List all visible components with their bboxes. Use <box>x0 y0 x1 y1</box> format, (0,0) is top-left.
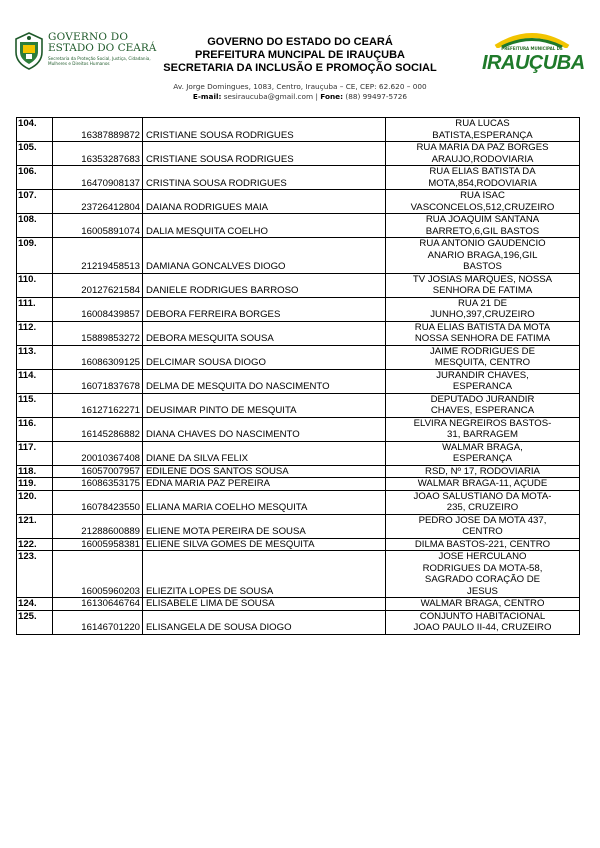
table-row <box>17 598 580 611</box>
table-row <box>17 273 580 297</box>
table-row <box>17 538 580 551</box>
table-row <box>17 610 580 634</box>
nis-cell: 15889853272 <box>53 321 143 345</box>
address-line: RUA ELIAS BATISTA DA <box>429 166 536 177</box>
address-line: RUA LUCAS <box>455 118 510 129</box>
address-cell <box>386 214 580 238</box>
name-cell: EDNA MARIA PAZ PEREIRA <box>143 478 386 491</box>
email-value: sesiraucuba@gmail.com <box>223 92 314 101</box>
name-cell: DAMIANA GONCALVES DIOGO <box>143 238 386 274</box>
address-line: RSD, Nº 17, RODOVIARIA <box>425 465 540 477</box>
nis-cell: 21288600889 <box>53 514 143 538</box>
row-number: 123. <box>17 551 53 598</box>
contact-separator: | <box>315 92 318 101</box>
address-cell <box>386 273 580 297</box>
nis-cell: 16078423550 <box>53 490 143 514</box>
beneficiary-table <box>16 117 580 635</box>
header-titles <box>140 36 460 75</box>
table-row <box>17 514 580 538</box>
address-line: RUA ANTONIO GAUDENCIO <box>419 238 546 249</box>
address-cell <box>386 142 580 166</box>
name-cell: DELMA DE MESQUITA DO NASCIMENTO <box>143 369 386 393</box>
name-cell: DEBORA FERREIRA BORGES <box>143 297 386 321</box>
nis-cell: 16071837678 <box>53 369 143 393</box>
address-line: JURANDIR CHAVES, <box>436 369 529 381</box>
address-line: RODRIGUES DA MOTA-58, <box>422 562 543 574</box>
address-cell <box>386 514 580 538</box>
gov-secretaria: Secretaria da Proteção Social, Justiça, Cidadania, Mulheres e Direitos Humanos <box>48 56 151 66</box>
address-cell <box>386 465 580 478</box>
table-row <box>17 190 580 214</box>
row-number: 122. <box>17 538 53 551</box>
phone-value: (88) 99497-5726 <box>345 92 408 101</box>
row-number: 111. <box>17 297 53 321</box>
row-number: 113. <box>17 345 53 369</box>
address-line: CONJUNTO HABITACIONAL <box>419 610 546 622</box>
nis-cell: 20010367408 <box>53 441 143 465</box>
address-cell <box>386 118 580 142</box>
nis-cell: 16127162271 <box>53 393 143 417</box>
address-line: MOTA,854,RODOVIARIA <box>428 177 537 189</box>
address-cell <box>386 417 580 441</box>
address-line: CENTRO <box>462 526 503 537</box>
address-line: ESPERANCA <box>452 381 513 392</box>
name-cell: DEBORA MESQUITA SOUSA <box>143 321 386 345</box>
phone-label: Fone: <box>320 92 344 101</box>
row-number: 119. <box>17 478 53 491</box>
nis-cell: 16008439857 <box>53 297 143 321</box>
address-line: RUA MARIA DA PAZ BORGES <box>416 142 549 153</box>
address-line: RUA ISAC <box>460 190 505 201</box>
name-cell: DAIANA RODRIGUES MAIA <box>143 190 386 214</box>
address-cell <box>386 238 580 274</box>
address-line: WALMAR BRAGA, <box>442 441 523 453</box>
address-line: JOSE HERCULANO <box>438 551 527 562</box>
address-cell <box>386 610 580 634</box>
nis-cell: 16057007957 <box>53 465 143 478</box>
address-cell <box>386 551 580 598</box>
address-cell <box>386 393 580 417</box>
address-line: ESPERANÇA <box>452 453 513 464</box>
name-cell: DEUSIMAR PINTO DE MESQUITA <box>143 393 386 417</box>
nis-cell: 21219458513 <box>53 238 143 274</box>
gov-line1: GOVERNO DO <box>48 31 129 43</box>
address-cell <box>386 490 580 514</box>
header-title-2: PREFEITURA MUNCIPAL DE IRAUÇUBA <box>194 49 406 61</box>
address-line: SAGRADO CORAÇÃO DE <box>424 574 541 585</box>
address-line: DILMA BASTOS-221, CENTRO <box>414 538 551 550</box>
row-number: 108. <box>17 214 53 238</box>
table-row <box>17 478 580 491</box>
nis-cell: 16086353175 <box>53 478 143 491</box>
row-number: 105. <box>17 142 53 166</box>
ceara-seal-icon <box>14 32 44 70</box>
row-number: 116. <box>17 417 53 441</box>
address-line: SENHORA DE FATIMA <box>432 285 533 296</box>
address-line: BARRETO,6,GIL BASTOS <box>425 225 540 237</box>
nis-cell: 23726412804 <box>53 190 143 214</box>
row-number: 125. <box>17 610 53 634</box>
address-line: JAIME RODRIGUES DE <box>429 345 535 357</box>
table-row <box>17 551 580 598</box>
row-number: 121. <box>17 514 53 538</box>
row-number: 104. <box>17 118 53 142</box>
address-line: RUA ELIAS BATISTA DA MOTA <box>414 321 551 333</box>
row-number: 117. <box>17 441 53 465</box>
address-line: TV JOSIAS MARQUES, NOSSA <box>412 273 553 285</box>
address-cell <box>386 166 580 190</box>
row-number: 110. <box>17 273 53 297</box>
name-cell: CRISTIANE SOUSA RODRIGUES <box>143 118 386 142</box>
email-label: E-mail: <box>192 92 222 101</box>
address-line: 235, CRUZEIRO <box>446 502 519 513</box>
table-row <box>17 345 580 369</box>
address-cell <box>386 190 580 214</box>
table-row <box>17 118 580 142</box>
name-cell: EDILENE DOS SANTOS SOUSA <box>143 465 386 478</box>
iraucuba-logo <box>482 30 585 80</box>
address-line: ARAUJO,RODOVIARIA <box>431 153 534 165</box>
address-line: BASTOS <box>463 261 502 272</box>
address-cell <box>386 369 580 393</box>
row-number: 124. <box>17 598 53 611</box>
row-number: 114. <box>17 369 53 393</box>
address-cell <box>386 478 580 491</box>
address-line: NOSSA SENHORA DE FATIMA <box>414 333 551 344</box>
address-line: VASCONCELOS,512,CRUZEIRO <box>410 201 555 213</box>
row-number: 112. <box>17 321 53 345</box>
nis-cell: 20127621584 <box>53 273 143 297</box>
name-cell: DELCIMAR SOUSA DIOGO <box>143 345 386 369</box>
name-cell: DIANE DA SILVA FELIX <box>143 441 386 465</box>
name-cell: ELISABELE LIMA DE SOUSA <box>143 598 386 611</box>
address-line: RUA JOAQUIM SANTANA <box>425 214 540 225</box>
address-line: WALMAR BRAGA, CENTRO <box>420 598 545 609</box>
address-line: JUNHO,397,CRUZEIRO <box>430 309 535 320</box>
page-header <box>0 0 600 112</box>
nis-cell: 16387889872 <box>53 118 143 142</box>
nis-cell: 16086309125 <box>53 345 143 369</box>
name-cell: ELIEZITA LOPES DE SOUSA <box>143 551 386 598</box>
row-number: 107. <box>17 190 53 214</box>
table-row <box>17 142 580 166</box>
nis-cell: 16470908137 <box>53 166 143 190</box>
name-cell: DALIA MESQUITA COELHO <box>143 214 386 238</box>
address-line: JOAO SALUSTIANO DA MOTA- <box>413 490 552 502</box>
table-row <box>17 297 580 321</box>
row-number: 106. <box>17 166 53 190</box>
name-cell: ELIANA MARIA COELHO MESQUITA <box>143 490 386 514</box>
table-row <box>17 214 580 238</box>
address-line: ELVIRA NEGREIROS BASTOS- <box>413 417 552 429</box>
gov-line2: ESTADO DO CEARÁ <box>48 42 157 54</box>
row-number: 118. <box>17 465 53 478</box>
address-line: ANARIO BRAGA,196,GIL <box>427 249 538 261</box>
address-cell <box>386 297 580 321</box>
name-cell: DIANA CHAVES DO NASCIMENTO <box>143 417 386 441</box>
row-number: 109. <box>17 238 53 274</box>
iraucuba-small-text: PREFEITURA MUNICIPAL DE <box>501 46 563 51</box>
address-cell <box>386 441 580 465</box>
address-line: BATISTA,ESPERANÇA <box>432 129 533 141</box>
header-title-1: GOVERNO DO ESTADO DO CEARÁ <box>207 36 393 48</box>
address-cell <box>386 538 580 551</box>
address-line: 31, BARRAGEM <box>447 429 518 440</box>
name-cell: CRISTIANE SOUSA RODRIGUES <box>143 142 386 166</box>
address-cell <box>386 345 580 369</box>
address-line: DEPUTADO JURANDIR <box>430 393 535 405</box>
nis-cell: 16005960203 <box>53 551 143 598</box>
table-row <box>17 369 580 393</box>
address-line: WALMAR BRAGA-11, AÇUDE <box>417 478 548 489</box>
address-line: JESUS <box>467 585 498 597</box>
nis-cell: 16145286882 <box>53 417 143 441</box>
name-cell: CRISTINA SOUSA RODRIGUES <box>143 166 386 190</box>
table-row <box>17 393 580 417</box>
address-line: PEDRO JOSE DA MOTA 437, <box>418 514 547 526</box>
address-line: JOAO PAULO II-44, CRUZEIRO <box>413 622 552 633</box>
address-line: RUA 21 DE <box>457 297 508 309</box>
address-cell <box>386 598 580 611</box>
table-row <box>17 490 580 514</box>
nis-cell: 16146701220 <box>53 610 143 634</box>
header-address: Av. Jorge Domingues, 1083, Centro, Irauçuba – CE, CEP: 62.620 – 000 <box>173 82 427 91</box>
address-line: MESQUITA, CENTRO <box>434 357 531 368</box>
name-cell: ELISANGELA DE SOUSA DIOGO <box>143 610 386 634</box>
row-number: 120. <box>17 490 53 514</box>
table-row <box>17 238 580 274</box>
nis-cell: 16353287683 <box>53 142 143 166</box>
name-cell: ELIENE MOTA PEREIRA DE SOUSA <box>143 514 386 538</box>
table-row <box>17 166 580 190</box>
nis-cell: 16005891074 <box>53 214 143 238</box>
header-contact <box>120 92 480 101</box>
beneficiary-table-body <box>17 118 580 635</box>
iraucuba-text: IRAUÇUBA <box>482 52 585 74</box>
row-number: 115. <box>17 393 53 417</box>
name-cell: ELIENE SILVA GOMES DE MESQUITA <box>143 538 386 551</box>
nis-cell: 16130646764 <box>53 598 143 611</box>
name-cell: DANIELE RODRIGUES BARROSO <box>143 273 386 297</box>
table-row <box>17 465 580 478</box>
nis-cell: 16005958381 <box>53 538 143 551</box>
header-title-3: SECRETARIA DA INCLUSÃO E PROMOÇÃO SOCIAL <box>163 62 437 74</box>
table-row <box>17 417 580 441</box>
table-row <box>17 321 580 345</box>
address-line: CHAVES, ESPERANCA <box>430 405 535 416</box>
table-row <box>17 441 580 465</box>
address-cell <box>386 321 580 345</box>
